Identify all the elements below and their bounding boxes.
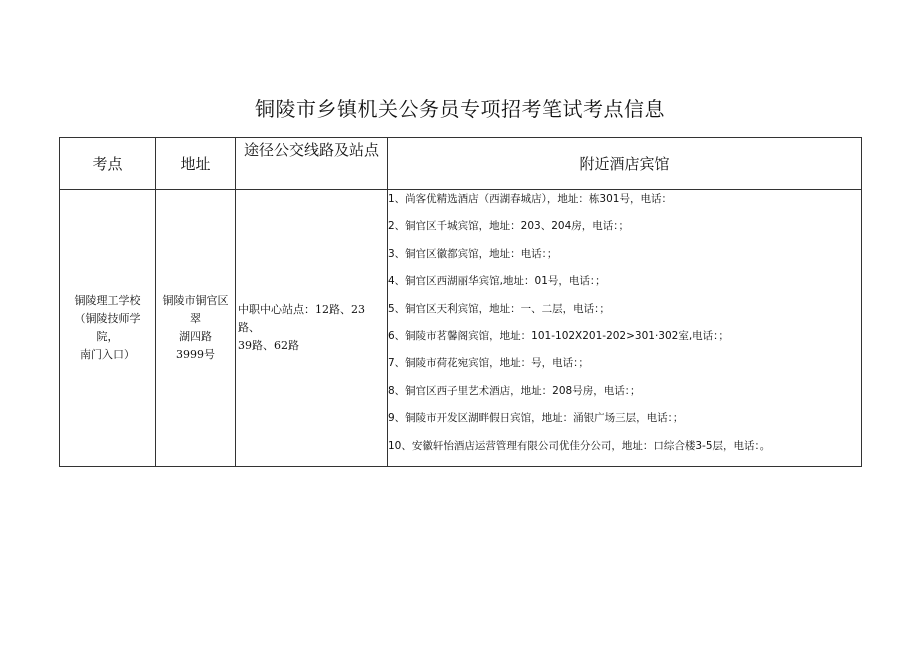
address-line: 铜陵市铜官区翠 [162,294,229,325]
header-address: 地址 [156,138,236,190]
site-entrance: 南门入口） [80,348,135,361]
address-line: 湖四路 [179,330,212,343]
list-item: 6、铜陵市茗馨阁宾馆，地址：101-102X201-202>301·302室,电话：； [388,329,729,342]
address-cell [156,190,236,467]
list-item: 3、铜官区徽都宾馆，地址：电话：； [388,247,558,260]
table-header-row [60,138,862,190]
list-item: 4、铜官区西湖丽华宾馆,地址：01号，电话：； [388,275,606,288]
list-item: 9、铜陵市开发区湖畔假日宾馆，地址：涌银广场三层，电话：； [388,412,684,425]
header-site: 考点 [60,138,156,190]
route-line: 39路、62路 [238,339,299,352]
list-item: 8、铜官区西子里艺术酒店，地址：208号房，电话：； [388,384,641,397]
list-item: 1、尚客优精选酒店（西湖春城店），地址：栋301号，电话： [388,193,672,205]
site-cell [60,190,156,467]
table-row [60,190,862,467]
address-number: 3999号 [176,348,215,361]
route-line: 中职中心站点：12路、23路、 [238,303,365,334]
list-item: 5、铜官区天利宾馆，地址：一、二层，电话：； [388,302,610,315]
site-note: （铜陵技师学院， [74,312,141,343]
list-item: 2、铜官区千城宾馆，地址：203、204房，电话：； [388,220,630,233]
route-cell [236,190,388,467]
hotels-cell [388,190,862,467]
list-item: 7、铜陵市荷花宛宾馆，地址：号，电话：； [388,357,589,370]
exam-site-table [59,137,862,467]
page-title: 铜陵市乡镇机关公务员专项招考笔试考点信息 [255,97,665,121]
header-hotels: 附近酒店宾馆 [388,138,862,190]
header-route: 途径公交线路及站点 [236,138,388,190]
list-item: 10、安徽轩怡酒店运营管理有限公司优佳分公司，地址：口综合楼3-5层，电话：。 [388,439,771,452]
site-name: 铜陵理工学校 [74,294,141,307]
